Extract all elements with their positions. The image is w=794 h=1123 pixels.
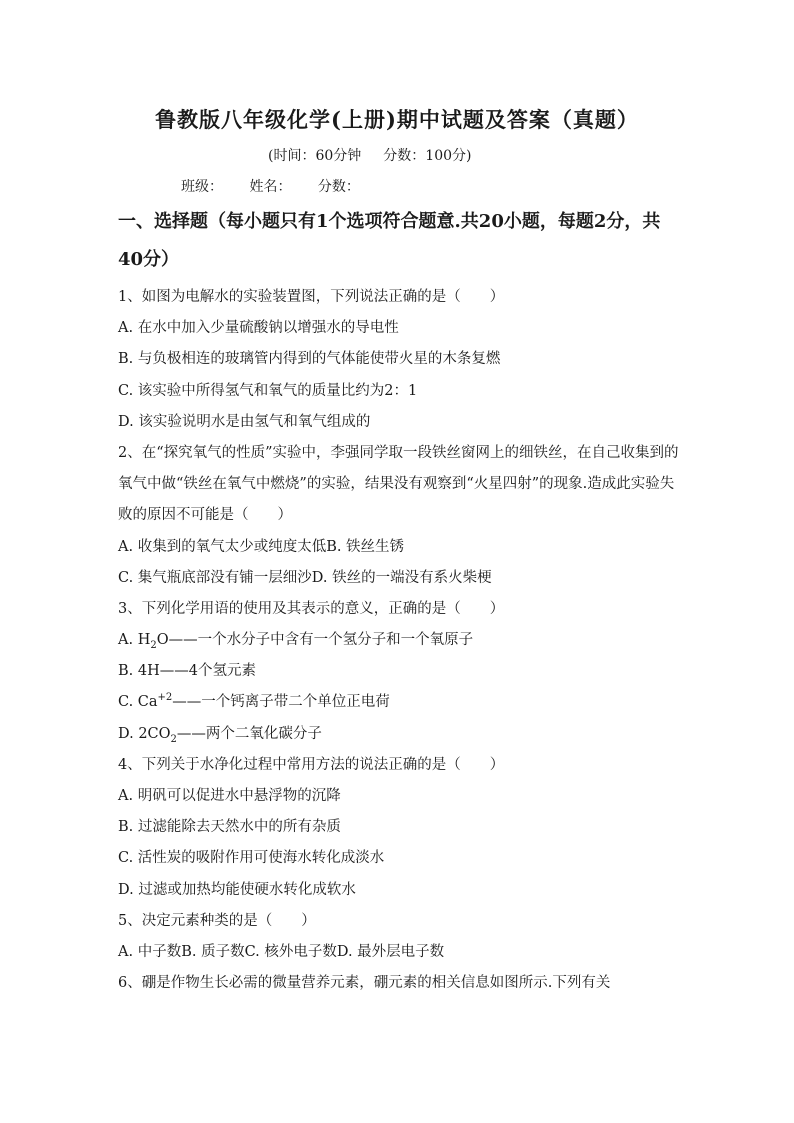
name-label: 姓名： [249,179,292,195]
question-option: A. 收集到的氧气太少或纯度太低B. 铁丝生锈 [118,538,405,555]
time-label: (时间：60分钟 [268,148,362,164]
question-stem: 3、下列化学用语的使用及其表示的意义，正确的是（ ） [118,600,505,617]
question-stem: 5、决定元素种类的是（ ） [118,912,316,929]
question-option: C. 活性炭的吸附作用可使海水转化成淡水 [118,850,385,867]
option-text: O——一个水分子中含有一个氢分子和一个氧原子 [156,632,474,649]
question-stem: 4、下列关于水净化过程中常用方法的说法正确的是（ ） [118,756,505,773]
formula-subscript: 2 [170,733,177,745]
question-stem: 2、在“探究氧气的性质”实验中，李强同学取一段铁丝窗网上的细铁丝，在自己收集到的氧气中做“铁丝在氧气中燃烧”的实验，结果没有观察到“火星四射”的现象.造成此实验失败的原因不可能是（ ） [118,444,679,524]
question-stem: 1、如图为电解水的实验装置图，下列说法正确的是（ ） [118,289,505,305]
question-list [118,282,684,999]
question-option: B. 与负极相连的玻璃管内得到的气体能使带火星的木条复燃 [118,351,501,368]
exam-meta [268,145,471,165]
student-info [181,176,382,196]
page-title: 鲁教版八年级化学(上册)期中试题及答案（真题） [155,107,639,132]
option-text: ——两个二氧化碳分子 [176,725,322,742]
score-label: 分数：100分) [383,148,472,164]
option-text: ——一个钙离子带二个单位正电荷 [172,694,390,711]
points-label: 分数： [317,179,360,195]
question-option: C. 该实验中所得氢气和氧气的质量比约为2：1 [118,382,418,399]
question-option: A. 在水中加入少量硫酸钠以增强水的导电性 [118,320,399,337]
question-option: B. 4H——4个氢元素 [118,663,256,680]
question-option: D. 过滤或加热均能使硬水转化成软水 [118,881,356,898]
question-option [118,719,684,750]
question-option [118,625,684,656]
question-stem: 6、硼是作物生长必需的微量营养元素，硼元素的相关信息如图所示.下列有关 [118,975,611,992]
formula-part: D. 2CO [118,725,171,742]
question-option: D. 该实验说明水是由氢气和氧气组成的 [118,413,371,430]
section-title: 一、选择题（每小题只有1个选项符合题意.共20小题，每题2分，共40分） [118,211,661,270]
class-label: 班级： [181,179,223,195]
formula-superscript: +2 [157,692,173,704]
formula-part: A. H [118,632,151,649]
question-option: A. 中子数B. 质子数C. 核外电子数D. 最外层电子数 [118,943,445,960]
formula-part: C. Ca [118,694,158,711]
question-option: A. 明矾可以促进水中悬浮物的沉降 [118,788,341,805]
question-option: B. 过滤能除去天然水中的所有杂质 [118,819,341,836]
formula-subscript: 2 [150,640,157,651]
question-option: C. 集气瓶底部没有铺一层细沙D. 铁丝的一端没有系火柴梗 [118,569,492,586]
question-option [118,687,684,718]
